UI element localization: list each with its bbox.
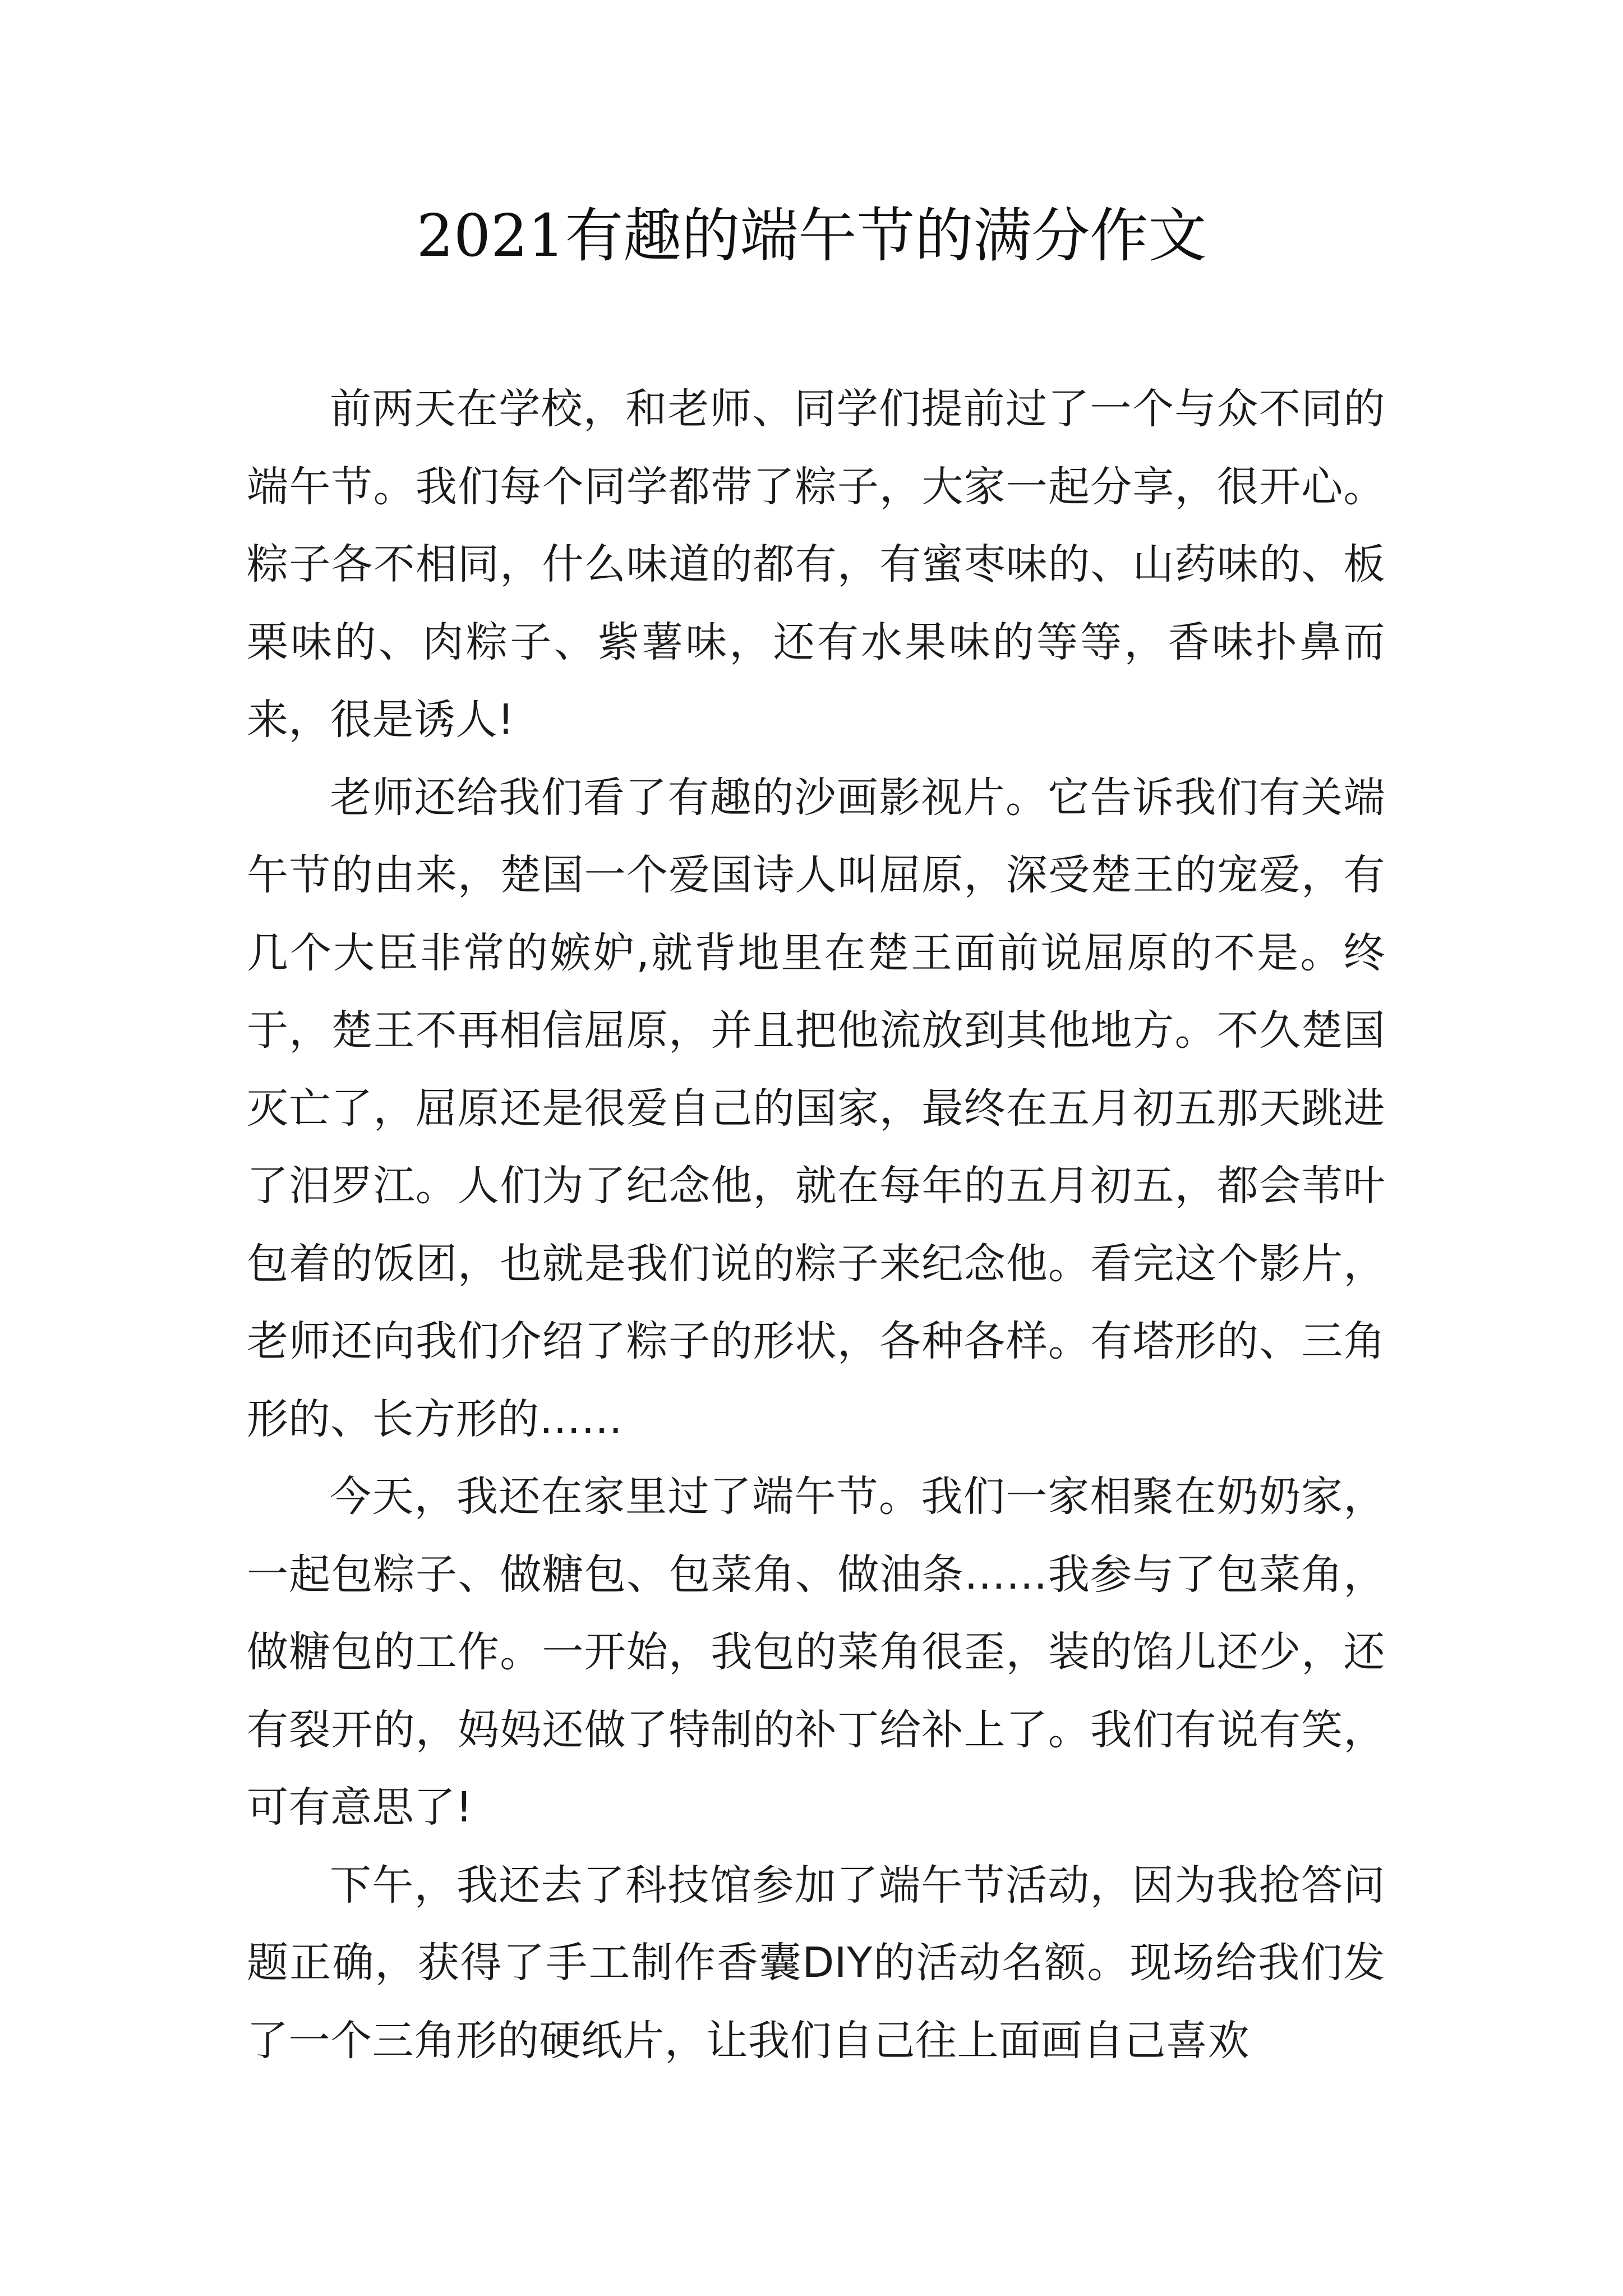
paragraph-3: 今天，我还在家里过了端午节。我们一家相聚在奶奶家，一起包粽子、做糖包、包菜角、做油条……我参与了包菜角，做糖包的工作。一开始，我包的菜角很歪，装的馅儿还少，还有裂开的，妈妈还做了特制的补丁给补上了。我们有说有笑，可有意思了! [247, 1473, 1385, 1832]
paragraph-4: 下午，我还去了科技馆参加了端午节活动，因为我抢答问题正确，获得了手工制作香囊DIY的活动名额。现场给我们发了一个三角形的硬纸片，让我们自己往上面画自己喜欢 [247, 1861, 1385, 2065]
paragraph-2: 老师还给我们看了有趣的沙画影视片。它告诉我们有关端午节的由来，楚国一个爱国诗人叫屈原，深受楚王的宠爱，有几个大臣非常的嫉妒,就背地里在楚王面前说屈原的不是。终于，楚王不再相信屈原，并且把他流放到其他地方。不久楚国灭亡了，屈原还是很爱自己的国家，最终在五月初五那天跳进了汨罗江。人们为了纪念他，就在每年的五月初五，都会苇叶包着的饭团，也就是我们说的粽子来纪念他。看完这个影片，老师还向我们介绍了粽子的形状，各种各样。有塔形的、三角形的、长方形的…… [247, 773, 1385, 1443]
document-title: 2021有趣的端午节的满分作文 [416, 201, 1207, 270]
essay-body [247, 370, 1385, 2079]
paragraph-1: 前两天在学校，和老师、同学们提前过了一个与众不同的端午节。我们每个同学都带了粽子，大家一起分享，很开心。粽子各不相同，什么味道的都有，有蜜枣味的、山药味的、板栗味的、肉粽子、紫薯味，还有水果味的等等，香味扑鼻而来，很是诱人! [247, 385, 1385, 744]
